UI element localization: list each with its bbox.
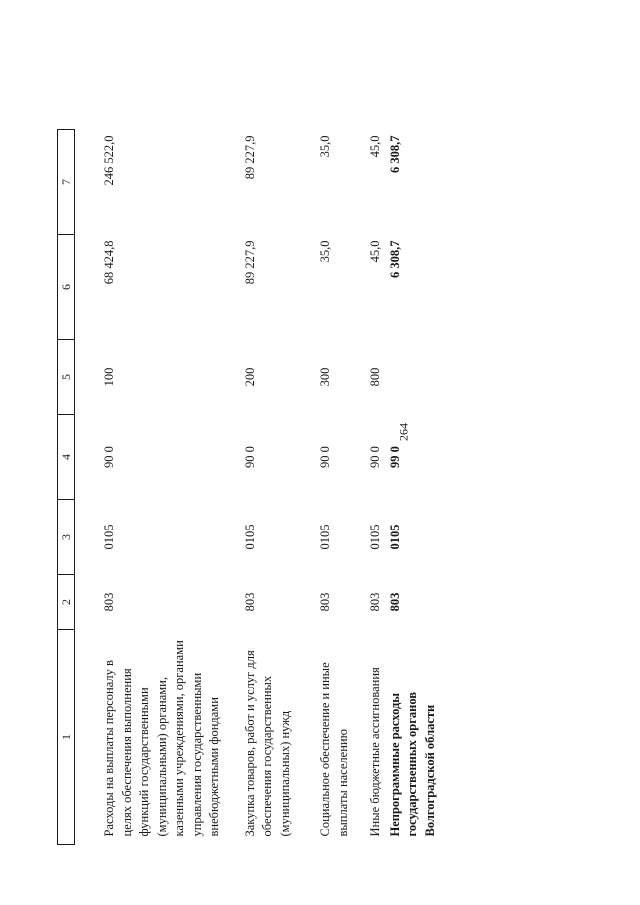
cell-amount-7: 89 227,9	[242, 135, 257, 180]
cell-amount-6: 89 227,9	[242, 240, 257, 285]
cell-article: 90 0	[318, 446, 332, 468]
rotated-table-container	[57, 130, 472, 845]
table-row-total	[385, 130, 440, 845]
cell-article: 90 0	[242, 446, 257, 468]
cell-amount-6: 68 424,8	[102, 240, 116, 285]
cell-type: 100	[102, 367, 116, 387]
cell-article: 90 0	[368, 446, 382, 468]
header-row	[58, 130, 75, 845]
table-row	[352, 130, 385, 845]
col-header-1: 1	[58, 630, 75, 845]
cell-amount-7: 6 308,7	[387, 135, 402, 173]
cell-type: 300	[318, 367, 332, 387]
cell-section: 0105	[368, 524, 382, 550]
cell-amount-6: 6 308,7	[387, 240, 402, 278]
row-name: Иные бюджетные ассигнования	[368, 667, 382, 837]
col-header-3: 3	[58, 500, 75, 575]
table-row	[294, 130, 352, 845]
cell-ministry: 803	[102, 592, 116, 612]
cell-ministry: 803	[368, 592, 382, 612]
col-header-2: 2	[58, 575, 75, 630]
col-header-7: 7	[58, 130, 75, 235]
row-name: Непрограммные расходы государственных органов Волгоградской области	[387, 691, 437, 837]
col-header-6: 6	[58, 235, 75, 340]
page-number: 264	[396, 423, 411, 441]
cell-type: 800	[368, 367, 382, 387]
cell-section: 0105	[102, 524, 116, 550]
row-name: Расходы на выплаты персоналу в целях обеспечения выполнения функций государственными (муниципальными) органами, казенными учреждениями, органами управления государственными внебюджетными фондами	[102, 640, 221, 837]
cell-amount-6: 35,0	[318, 240, 332, 263]
cell-article: 90 0	[102, 446, 116, 468]
cell-amount-6: 45,0	[368, 240, 382, 263]
cell-amount-7: 35,0	[318, 135, 332, 158]
col-header-5: 5	[58, 340, 75, 415]
col-header-4: 4	[58, 415, 75, 500]
cell-article: 99 0	[387, 446, 402, 468]
table-row	[224, 130, 295, 845]
cell-ministry: 803	[387, 592, 402, 612]
row-name: Закупка товаров, работ и услуг для обеспечения государственных (муниципальных) нужд	[242, 650, 292, 837]
cell-section: 0105	[242, 524, 257, 550]
cell-ministry: 803	[318, 592, 332, 612]
cell-amount-7: 246 522,0	[102, 135, 116, 186]
table-row	[75, 130, 224, 845]
cell-type	[385, 340, 440, 415]
cell-ministry: 803	[242, 592, 257, 612]
cell-type: 200	[242, 367, 257, 387]
cell-amount-7: 45,0	[368, 135, 382, 158]
cell-section: 0105	[318, 524, 332, 550]
row-name: Социальное обеспечение и иные выплаты населению	[318, 662, 350, 837]
cell-section: 0105	[387, 524, 402, 550]
budget-table	[57, 129, 439, 845]
